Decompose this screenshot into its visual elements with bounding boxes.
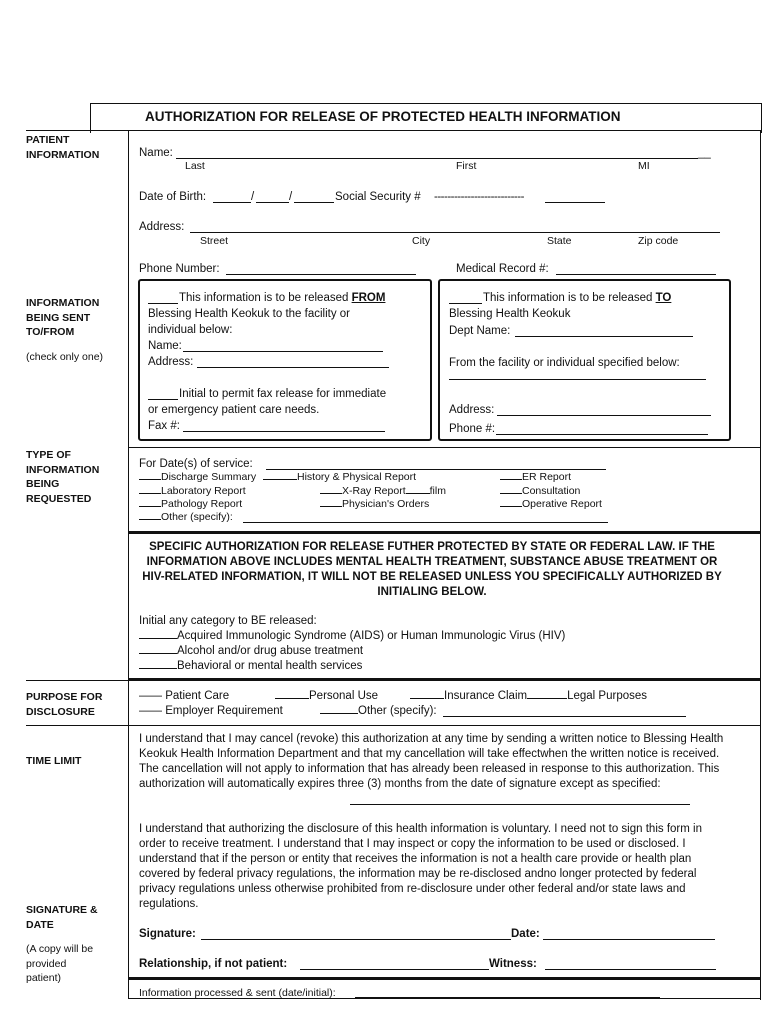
operative-item[interactable]: Operative Report bbox=[500, 498, 602, 511]
witness-field[interactable] bbox=[545, 969, 716, 970]
other-item[interactable]: Other (specify): bbox=[139, 511, 233, 524]
form-title: AUTHORIZATION FOR RELEASE OF PROTECTED HEALTH INFORMATION bbox=[145, 109, 621, 124]
voluntary-text: I understand that authorizing the disclosure of this health information is voluntary. I need not to sign this form in order to receive treatment. I understand that I may inspect or copy the information to be used or disclosed. I understand that if the person or entity that receives the information is not a health care provide or health plan covered by federal privacy regulations, the information may be re-disclosed andno longer protected by federal privacy regulations unless otherwise prohibited from re-disclosure under other federal and/or state laws and regulations. bbox=[139, 823, 702, 910]
dob-slash-2: / bbox=[289, 191, 293, 203]
label-purpose: PURPOSE FOR DISCLOSURE bbox=[26, 691, 103, 718]
to-from-label: From the facility or individual specified below: bbox=[449, 357, 680, 369]
medrec-label: Medical Record #: bbox=[456, 263, 549, 275]
discharge-item[interactable]: Discharge Summary bbox=[139, 471, 256, 484]
phone-label: Phone Number: bbox=[139, 263, 220, 275]
label-time-limit: TIME LIMIT bbox=[26, 755, 82, 767]
title-underline bbox=[26, 130, 761, 131]
dob-day-field[interactable] bbox=[256, 202, 289, 203]
divider-purpose-left bbox=[26, 680, 129, 681]
state-caption: State bbox=[547, 235, 572, 247]
initial-label: Initial any category to BE released: bbox=[139, 615, 317, 627]
from-address-field[interactable] bbox=[197, 367, 389, 368]
to-check-field[interactable] bbox=[449, 303, 482, 304]
from-address-label: Address: bbox=[148, 356, 194, 368]
label-check-one: (check only one) bbox=[26, 351, 104, 363]
divider-footer bbox=[129, 977, 760, 980]
label-copy-note: (A copy will be provided patient) bbox=[26, 943, 94, 984]
bottom-border bbox=[128, 998, 760, 999]
xray-item[interactable]: X-Ray Report film bbox=[320, 485, 446, 498]
purpose-other-field[interactable] bbox=[443, 716, 686, 717]
label-info-sent: INFORMATION BEING SENT TO/FROM bbox=[26, 297, 100, 338]
other-field[interactable] bbox=[243, 522, 608, 523]
dob-year-field[interactable] bbox=[294, 202, 334, 203]
fax-field[interactable] bbox=[183, 431, 385, 432]
from-name-field[interactable] bbox=[183, 351, 383, 352]
label-type-info: TYPE OF INFORMATION BEING REQUESTED bbox=[26, 449, 100, 505]
dob-month-field[interactable] bbox=[213, 202, 251, 203]
address-label: Address: bbox=[139, 221, 185, 233]
physician-item[interactable]: Physician's Orders bbox=[320, 498, 429, 511]
date-label: Date: bbox=[511, 928, 540, 940]
expiry-field[interactable] bbox=[350, 804, 690, 805]
consult-item[interactable]: Consultation bbox=[500, 485, 580, 498]
behavioral-item[interactable]: Behavioral or mental health services bbox=[139, 659, 362, 673]
from-line2: Blessing Health Keokuk to the facility or bbox=[148, 308, 350, 320]
path-item[interactable]: Pathology Report bbox=[139, 498, 242, 511]
label-signature-date: SIGNATURE & DATE bbox=[26, 904, 98, 931]
city-caption: City bbox=[412, 235, 431, 247]
to-line1: This information is to be released TO bbox=[483, 292, 672, 304]
phone-field[interactable] bbox=[226, 274, 416, 275]
relationship-field[interactable] bbox=[300, 969, 489, 970]
label-patient-info: PATIENT INFORMATION bbox=[26, 134, 100, 161]
dates-label: For Date(s) of service: bbox=[139, 458, 253, 470]
to-address-label: Address: bbox=[449, 404, 495, 416]
date-field[interactable] bbox=[543, 939, 715, 940]
dates-field[interactable] bbox=[266, 469, 606, 470]
relationship-label: Relationship, if not patient: bbox=[139, 958, 288, 970]
to-phone-label: Phone #: bbox=[449, 423, 496, 435]
to-phone-field[interactable] bbox=[496, 434, 708, 435]
employer-item[interactable]: —— Employer Requirement bbox=[139, 705, 283, 717]
signature-label: Signature: bbox=[139, 928, 196, 940]
er-item[interactable]: ER Report bbox=[500, 471, 571, 484]
from-line3: individual below: bbox=[148, 324, 233, 336]
street-caption: Street bbox=[200, 235, 229, 247]
dept-label: Dept Name: bbox=[449, 325, 511, 337]
aids-item[interactable]: Acquired Immunologic Syndrome (AIDS) or Human Immunologic Virus (HIV) bbox=[139, 629, 565, 643]
last-caption: Last bbox=[185, 160, 205, 172]
personal-use-item[interactable]: Personal Use bbox=[275, 689, 378, 703]
fax-permit-1: Initial to permit fax release for immediate bbox=[179, 388, 387, 400]
signature-field[interactable] bbox=[201, 939, 511, 940]
dept-field[interactable] bbox=[515, 336, 693, 337]
divider-specific bbox=[129, 531, 760, 534]
content-left-border bbox=[128, 130, 129, 998]
zip-caption: Zip code bbox=[638, 235, 679, 247]
from-line1: This information is to be released FROM bbox=[179, 292, 386, 304]
dob-slash-1: / bbox=[251, 191, 255, 203]
from-check-field[interactable] bbox=[148, 303, 178, 304]
divider-purpose bbox=[129, 678, 760, 681]
ssn-field[interactable] bbox=[545, 202, 605, 203]
history-item[interactable]: History & Physical Report bbox=[263, 471, 416, 484]
divider-time bbox=[26, 725, 760, 726]
witness-label: Witness: bbox=[489, 958, 537, 970]
patient-care-item[interactable]: —— Patient Care bbox=[139, 690, 230, 702]
medrec-field[interactable] bbox=[556, 274, 716, 275]
to-from-field[interactable] bbox=[449, 379, 706, 380]
mi-caption: MI bbox=[638, 160, 650, 172]
fax-initial-field[interactable] bbox=[148, 399, 178, 400]
name-trail: __ bbox=[698, 147, 711, 159]
name-field[interactable] bbox=[176, 158, 698, 159]
lab-item[interactable]: Laboratory Report bbox=[139, 485, 246, 498]
specific-heading: SPECIFIC AUTHORIZATION FOR RELEASE FUTHER PROTECTED BY STATE OR FEDERAL LAW. IF THE INFORMATION ABOVE INCLUDES MENTAL HEALTH TREATMENT, SUBSTANCE ABUSE TREATMENT OR HIV-RELATED INFORMATION, IT WILL NOT BE RELEASED UNLESS YOU SPECIFICALLY AUTHORIZED BY INITIALING BELOW. bbox=[142, 541, 722, 598]
fax-permit-2: or emergency patient care needs. bbox=[148, 404, 320, 416]
dob-label: Date of Birth: bbox=[139, 191, 207, 203]
right-border bbox=[760, 130, 761, 1000]
name-label: Name: bbox=[139, 147, 173, 159]
first-caption: First bbox=[456, 160, 477, 172]
alcohol-item[interactable]: Alcohol and/or drug abuse treatment bbox=[139, 644, 363, 658]
address-field[interactable] bbox=[190, 232, 720, 233]
divider-type bbox=[129, 447, 760, 448]
ssn-label: Social Security # bbox=[335, 191, 421, 203]
to-line2: Blessing Health Keokuk bbox=[449, 308, 571, 320]
processed-label: Information processed & sent (date/initial): bbox=[139, 987, 336, 999]
fax-label: Fax #: bbox=[148, 420, 180, 432]
ssn-dashes: --------------------------- bbox=[434, 191, 524, 203]
to-address-field[interactable] bbox=[497, 415, 711, 416]
insurance-item[interactable]: Insurance Claim Legal Purposes bbox=[410, 689, 647, 703]
time-limit-text: I understand that I may cancel (revoke) this authorization at any time by sending a written notice to Blessing Health Keokuk Health Information Department and that my cancellation will take effectwhen the written notice is received. The cancellation will not apply to information that has already been released in response to this authorization. This authorization will automatically expires three (3) months from the date of signature except as specified: bbox=[139, 733, 724, 790]
from-name-label: Name: bbox=[148, 340, 182, 352]
purpose-other-item[interactable]: Other (specify): bbox=[320, 704, 437, 718]
